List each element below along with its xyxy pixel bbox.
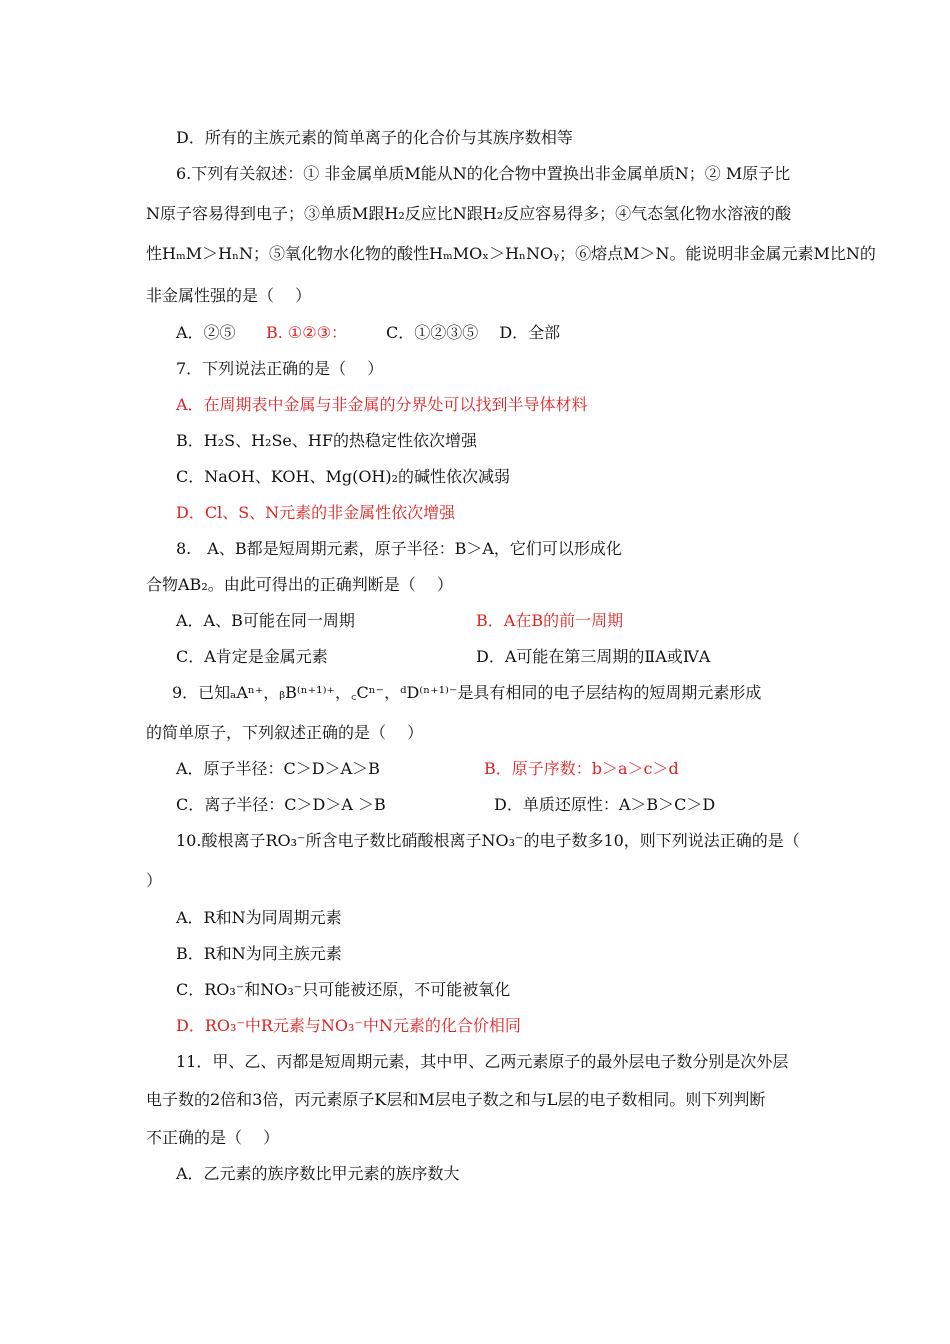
q9-option-a: A．原子半径：C＞D＞A＞B [176,759,380,778]
q11-option-a: A．乙元素的族序数比甲元素的族序数大 [176,1164,460,1183]
q6-option-a: A．②⑤ [176,323,236,342]
q11-stem-line-3: 不正确的是（ ） [146,1128,280,1147]
q8-option-d: D．A可能在第三周期的ⅡA或ⅣA [476,647,711,666]
q7-option-c: C．NaOH、KOH、Mg(OH)₂的碱性依次减弱 [176,467,511,486]
q9-stem-line-2: 的简单原子，下列叙述正确的是（ ） [146,723,424,742]
q7-stem: 7．下列说法正确的是（ ） [176,359,384,378]
q10-stem-line-2: ） [146,871,163,890]
q9-stem-line-1: 9．已知ₐAⁿ⁺，ᵦB⁽ⁿ⁺¹⁾⁺，꜀Cⁿ⁻，ᵈD⁽ⁿ⁺¹⁾⁻是具有相同的电子层结构的短周期元素形成 [172,683,762,702]
q8-stem-line-1: 8. A、B都是短周期元素，原子半径：B＞A，它们可以形成化 [176,539,622,558]
q5-option-d: D．所有的主族元素的简单离子的化合价与其族序数相等 [176,128,573,147]
q6-stem-line-4: 非金属性强的是（ ） [146,286,312,305]
q6-stem-line-1: 6.下列有关叙述：① 非金属单质M能从N的化合物中置换出非金属单质N；② M原子比 [176,164,791,183]
q10-stem-line-1: 10.酸根离子RO₃⁻所含电子数比硝酸根离子NO₃⁻的电子数多10，则下列说法正确的是（ [176,831,800,850]
q10-option-a: A．R和N为同周期元素 [176,908,342,927]
q8-option-b-answer: B．A在B的前一周期 [476,611,624,630]
q11-stem-line-2: 电子数的2倍和3倍，丙元素原子K层和M层电子数之和与L层的电子数相同。则下列判断 [146,1090,766,1109]
q9-option-b-answer: B．原子序数：b＞a＞c＞d [484,759,679,778]
q6-stem-line-2: N原子容易得到电子；③单质M跟H₂反应比N跟H₂反应容易得多；④气态氢化物水溶液的酸 [146,204,792,223]
q7-option-b: B．H₂S、H₂Se、HF的热稳定性依次增强 [176,431,477,450]
q7-option-a-answer: A．在周期表中金属与非金属的分界处可以找到半导体材料 [176,395,588,414]
q11-stem-line-1: 11．甲、乙、丙都是短周期元素，其中甲、乙两元素原子的最外层电子数分别是次外层 [176,1052,789,1071]
q7-option-d-answer: D．Cl、S、N元素的非金属性依次增强 [176,503,456,522]
q6-option-b-answer: B. ①②③： [266,323,347,342]
q10-option-b: B．R和N为同主族元素 [176,944,342,963]
q9-option-d: D．单质还原性：A＞B＞C＞D [494,795,716,814]
q8-option-a: A．A、B可能在同一周期 [176,611,355,630]
q6-option-cd: C．①②③⑤ D．全部 [386,323,561,342]
q10-option-c: C．RO₃⁻和NO₃⁻只可能被还原，不可能被氧化 [176,980,511,999]
q9-option-c: C．离子半径：C＞D＞A ＞B [176,795,386,814]
q8-option-c: C．A肯定是金属元素 [176,647,328,666]
q10-option-d-answer: D．RO₃⁻中R元素与NO₃⁻中N元素的化合价相同 [176,1016,521,1035]
q6-stem-line-3: 性HₘM＞HₙN；⑤氧化物水化物的酸性HₘMOₓ＞HₙNOᵧ；⑥熔点M＞N。能说明非金属元素M比N的 [146,244,876,263]
q8-stem-line-2: 合物AB₂。由此可得出的正确判断是（ ） [146,575,453,594]
